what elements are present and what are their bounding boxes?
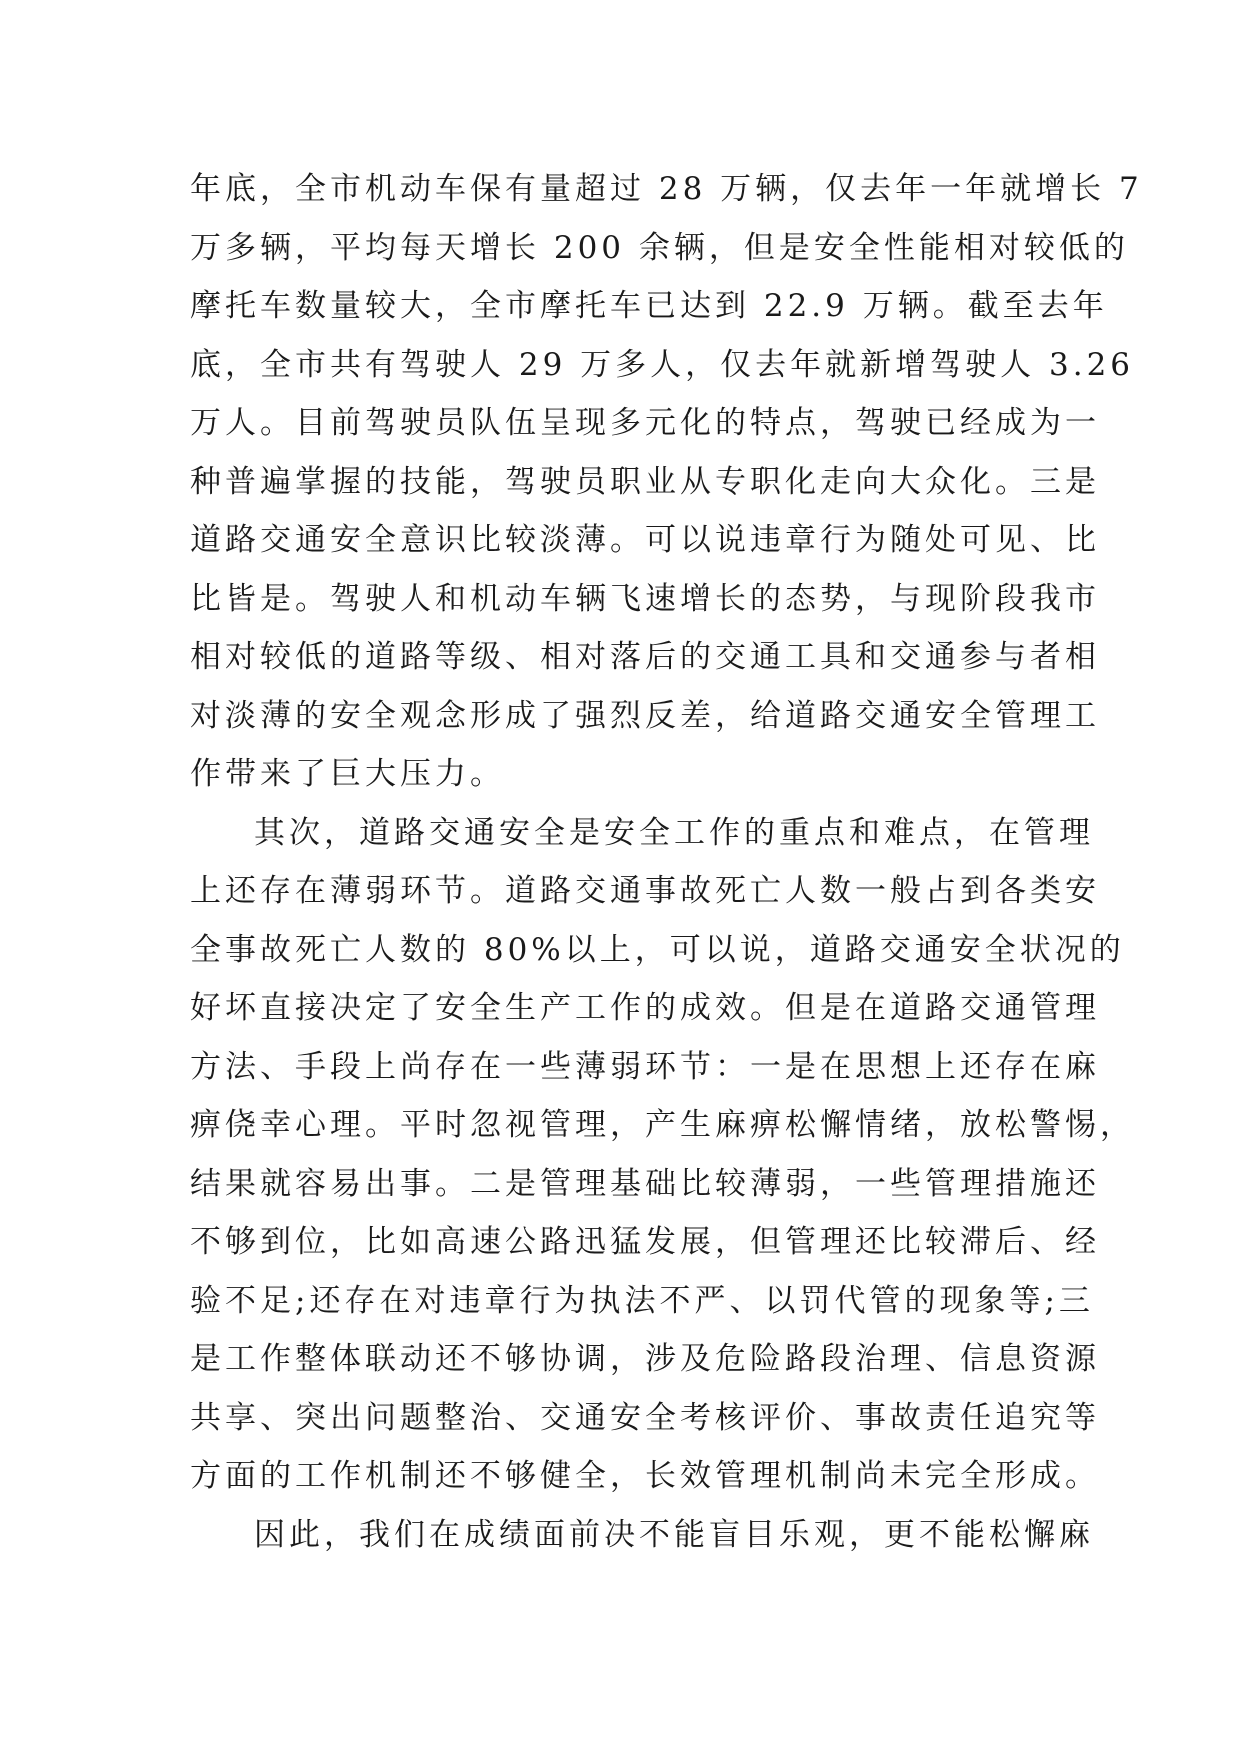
text-line: 万多辆，平均每天增长 200 余辆，但是安全性能相对较低的 — [190, 229, 1129, 266]
text-line: 痹侥幸心理。平时忽视管理，产生麻痹松懈情绪，放松警惕， — [190, 1107, 1135, 1143]
text-line: 全事故死亡人数的 80%以上，可以说，道路交通安全状况的 — [190, 931, 1125, 968]
text-line: 好坏直接决定了安全生产工作的成效。但是在道路交通管理 — [190, 990, 1100, 1026]
text-line: 比皆是。驾驶人和机动车辆飞速增长的态势，与现阶段我市 — [190, 580, 1100, 617]
text-line: 上还存在薄弱环节。道路交通事故死亡人数一般占到各类安 — [190, 873, 1100, 909]
text-line: 道路交通安全意识比较淡薄。可以说违章行为随处可见、比 — [190, 522, 1100, 558]
paragraph-1 — [190, 160, 1143, 804]
text-line: 作带来了巨大压力。 — [190, 756, 505, 792]
text-line: 因此，我们在成绩面前决不能盲目乐观，更不能松懈麻 — [254, 1516, 1094, 1553]
text-line: 年底，全市机动车保有量超过 28 万辆，仅去年一年就增长 7 — [190, 171, 1143, 207]
text-line: 其次，道路交通安全是安全工作的重点和难点，在管理 — [254, 814, 1094, 851]
text-line: 验不足;还存在对违章行为执法不严、以罚代管的现象等;三 — [190, 1282, 1094, 1319]
text-line: 结果就容易出事。二是管理基础比较薄弱，一些管理措施还 — [190, 1165, 1100, 1202]
text-line: 种普遍掌握的技能，驾驶员职业从专职化走向大众化。三是 — [190, 463, 1100, 500]
text-line: 对淡薄的安全观念形成了强烈反差，给道路交通安全管理工 — [190, 697, 1100, 734]
text-line: 不够到位，比如高速公路迅猛发展，但管理还比较滞后、经 — [190, 1224, 1100, 1260]
text-line: 底，全市共有驾驶人 29 万多人，仅去年就新增驾驶人 3.26 — [190, 346, 1135, 383]
body-text — [190, 160, 1143, 1564]
text-line: 是工作整体联动还不够协调，涉及危险路段治理、信息资源 — [190, 1341, 1100, 1377]
text-line: 方法、手段上尚存在一些薄弱环节：一是在思想上还存在麻 — [190, 1048, 1100, 1085]
text-line: 共享、突出问题整治、交通安全考核评价、事故责任追究等 — [190, 1399, 1100, 1436]
text-line: 相对较低的道路等级、相对落后的交通工具和交通参与者相 — [190, 639, 1100, 675]
text-line: 万人。目前驾驶员队伍呈现多元化的特点，驾驶已经成为一 — [190, 405, 1100, 441]
paragraph-3 — [190, 1506, 1094, 1565]
text-line: 摩托车数量较大，全市摩托车已达到 22.9 万辆。截至去年 — [190, 288, 1108, 324]
paragraph-2 — [190, 804, 1135, 1506]
text-line: 方面的工作机制还不够健全，长效管理机制尚未完全形成。 — [190, 1458, 1100, 1494]
